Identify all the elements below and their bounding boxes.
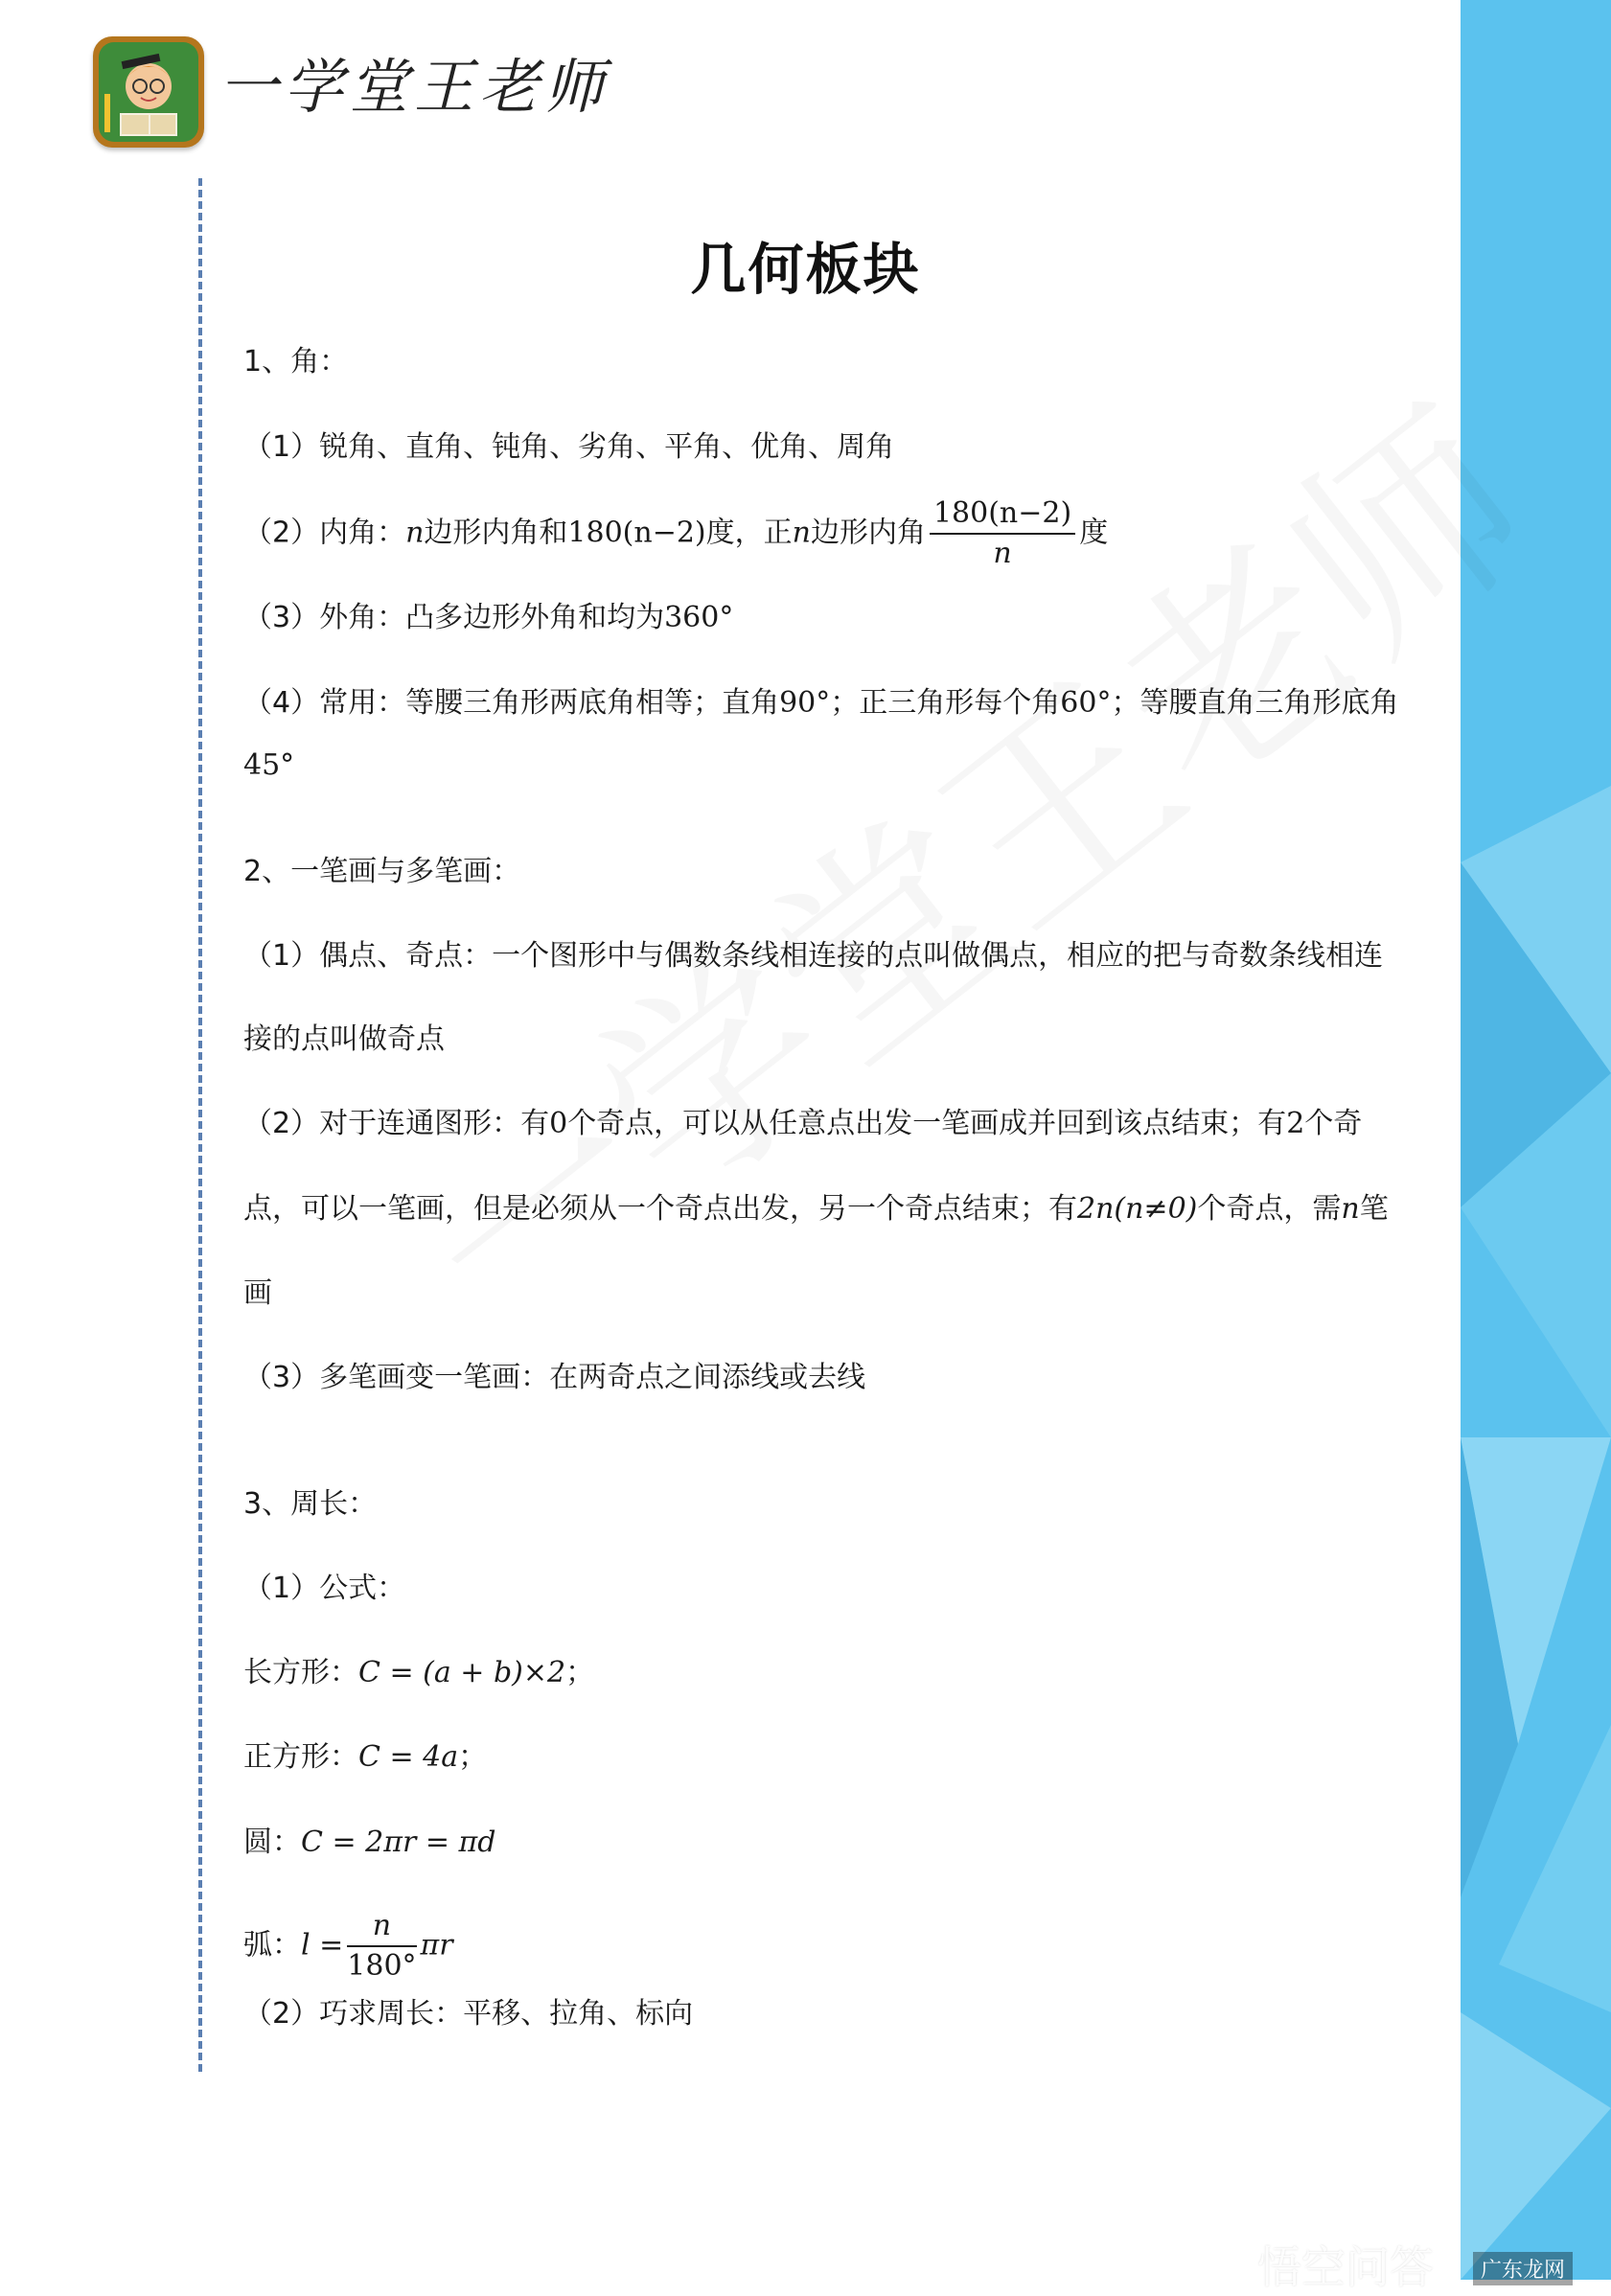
section-1-heading: 1、角： xyxy=(243,345,349,379)
square-perimeter: 正方形：C = 4a； xyxy=(243,1740,488,1774)
inner-angle-sum-formula: 180(n−2) xyxy=(567,516,706,550)
s1-line-4-cont: 45° xyxy=(243,748,295,782)
site-watermark: 广东龙网 xyxy=(1473,2252,1573,2285)
s1-line-2: （2）内角：n边形内角和180(n−2)度，正n边形内角 $\frac{180(n-2)}{n}$ 度 xyxy=(243,494,1108,573)
page-title: 几何板块 xyxy=(690,237,921,302)
s1-line-4: （4）常用：等腰三角形两底角相等；直角90°；正三角形每个角60°；等腰直角三角形底角 xyxy=(243,686,1399,720)
circle-formula: C = 2πr = πd xyxy=(301,1825,496,1859)
rectangle-formula: C = (a + b)×2 xyxy=(358,1656,566,1689)
teacher-cartoon-logo-icon xyxy=(93,36,204,148)
wukong-watermark: 悟空问答 xyxy=(1257,2241,1434,2293)
watermark xyxy=(345,326,1582,1389)
s3-line-2: （2）巧求周长：平移、拉角、标向 xyxy=(243,1997,694,2031)
s2-line-2-cont: 点，可以一笔画，但是必须从一个奇点出发，另一个奇点结束；有2n(n≠0)个奇点，需n笔 xyxy=(243,1192,1389,1226)
rectangle-perimeter: 长方形：C = (a + b)×2； xyxy=(243,1656,595,1689)
arc-fraction: $\frac{n}{180^\circ}$ xyxy=(347,1909,417,1983)
section-2-heading: 2、一笔画与多笔画： xyxy=(243,855,521,888)
s1-line-3: （3）外角：凸多边形外角和均为360° xyxy=(243,601,734,634)
section-3-heading: 3、周长： xyxy=(243,1487,378,1521)
regular-polygon-angle-fraction: $\frac{180(n-2)}{n}$ xyxy=(930,494,1075,573)
arc-length: 弧：l = $\frac{n}{180^\circ}$ πr xyxy=(243,1907,453,1986)
s2-line-2: （2）对于连通图形：有0个奇点，可以从任意点出发一笔画成并回到该点结束；有2个奇 xyxy=(243,1107,1363,1140)
brand-logo xyxy=(93,36,204,148)
dashed-margin-line xyxy=(198,178,202,2072)
square-formula: C = 4a xyxy=(358,1740,459,1774)
s2-line-1-cont: 接的点叫做奇点 xyxy=(243,1022,445,1056)
s2-line-2-end: 画 xyxy=(243,1276,272,1310)
side-decoration-panel xyxy=(1461,0,1611,2280)
brand-name: 一学堂王老师 xyxy=(219,52,610,122)
s2-line-1: （1）偶点、奇点：一个图形中与偶数条线相连接的点叫做偶点，相应的把与奇数条线相连 xyxy=(243,939,1384,973)
s3-line-1: （1）公式： xyxy=(243,1572,406,1605)
s1-line-1: （1）锐角、直角、钝角、劣角、平角、优角、周角 xyxy=(243,430,895,464)
circle-perimeter: 圆：C = 2πr = πd xyxy=(243,1825,496,1859)
s2-line-3: （3）多笔画变一笔画：在两奇点之间添线或去线 xyxy=(243,1361,866,1394)
triangle-pattern xyxy=(1461,0,1611,2280)
